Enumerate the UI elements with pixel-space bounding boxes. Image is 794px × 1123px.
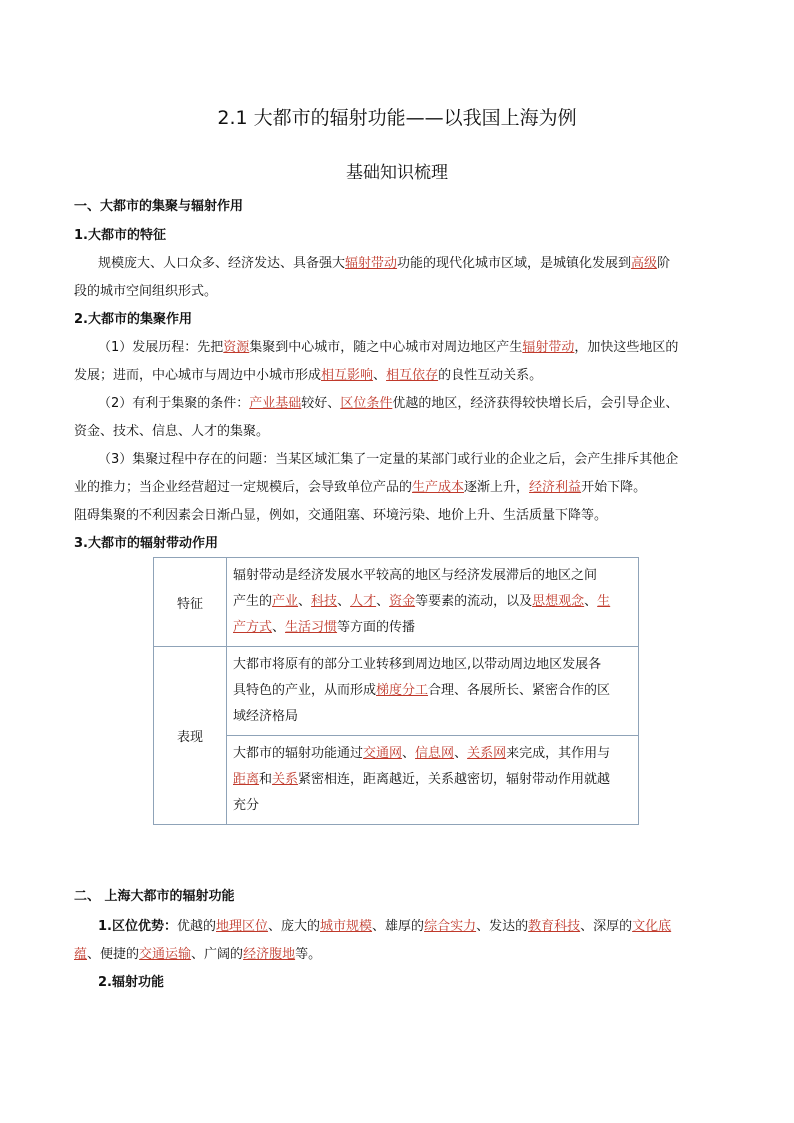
keyword: 蕴: [74, 947, 88, 962]
paragraph-line: 阻碍集聚的不利因素会日渐凸显，例如，交通阻塞、环境污染、地价上升、生活质量下降等。: [74, 508, 608, 523]
text-run: 、: [337, 594, 351, 609]
keyword: 关系网: [467, 746, 507, 761]
text-run: 较好、: [301, 396, 341, 411]
keyword: 综合实力: [424, 919, 477, 934]
text-run: 、: [584, 594, 598, 609]
text-run: 、广阔的: [191, 947, 244, 962]
text-run: 和: [259, 772, 273, 787]
text-run: 集聚到中心城市，随之中心城市对周边地区产生: [249, 340, 523, 355]
text-run: 大都市的辐射功能通过: [233, 746, 364, 761]
cell-line: [233, 741, 632, 767]
keyword: 生活习惯: [285, 620, 338, 635]
text-run: 、: [298, 594, 312, 609]
keyword: 相互依存: [386, 368, 439, 383]
text-run: 合理、各展所长、紧密合作的区: [428, 683, 611, 698]
section-1-heading: 一、大都市的集聚与辐射作用: [74, 199, 244, 214]
keyword: 产业基础: [249, 396, 302, 411]
keyword: 距离: [233, 772, 260, 787]
text-run: 业的推力；当企业经营超过一定规模后，会导致单位产品的: [74, 480, 413, 495]
keyword: 梯度分工: [376, 683, 429, 698]
keyword: 人才: [350, 594, 377, 609]
text-run: 等。: [295, 947, 322, 962]
text-run: 来完成，其作用与: [506, 746, 611, 761]
text-run: 逐渐上升，: [464, 480, 530, 495]
text-run: 、: [454, 746, 468, 761]
keyword: 交通网: [363, 746, 403, 761]
text-run: 功能的现代化城市区域，是城镇化发展到: [397, 256, 632, 271]
text-run: 、庞大的: [268, 919, 321, 934]
keyword: 辐射带动: [345, 256, 398, 271]
section-1-2-heading: 2.大都市的集聚作用: [74, 312, 192, 327]
keyword: 经济利益: [529, 480, 582, 495]
keyword: 高级: [631, 256, 658, 271]
keyword: 思想观念: [532, 594, 585, 609]
paragraph-line: [98, 394, 678, 414]
paragraph-line: [98, 254, 670, 274]
table-row: [154, 736, 639, 825]
keyword: 科技: [311, 594, 338, 609]
radiation-table: [153, 557, 639, 825]
text-run: 优越的: [176, 919, 216, 934]
cell-line: 域经济格局: [233, 709, 299, 724]
text-run: 优越的地区，经济获得较快增长后，会引导企业、: [392, 396, 679, 411]
section-2-heading: 二、 上海大都市的辐射功能: [74, 889, 235, 904]
page-subtitle: 基础知识梳理: [346, 163, 448, 183]
cell-line: [233, 767, 632, 793]
table-label-expression: 表现: [154, 647, 227, 825]
text-run: 紧密相连，距离越近，关系越密切，辐射带动作用就越: [298, 772, 611, 787]
cell-line: 辐射带动是经济发展水平较高的地区与经济发展滞后的地区之间: [233, 568, 598, 583]
text-run: 、发达的: [476, 919, 529, 934]
paragraph-line: 资金、技术、信息、人才的集聚。: [74, 424, 270, 439]
keyword: 相互影响: [321, 368, 374, 383]
keyword: 生: [597, 594, 611, 609]
table-cell: [227, 558, 639, 647]
keyword: 教育科技: [528, 919, 581, 934]
page-title: 2.1 大都市的辐射功能——以我国上海为例: [217, 107, 577, 129]
paragraph-line: （3）集聚过程中存在的问题：当某区域汇集了一定量的某部门或行业的企业之后，会产生排斥其他企: [98, 452, 679, 467]
text-run: 、雄厚的: [372, 919, 425, 934]
keyword: 产方式: [233, 620, 273, 635]
text-run: 、: [373, 368, 387, 383]
text-run: 、深厚的: [580, 919, 633, 934]
keyword: 产业: [272, 594, 299, 609]
keyword: 城市规模: [320, 919, 373, 934]
text-run: 阶: [657, 256, 671, 271]
paragraph-line: [74, 945, 321, 965]
cell-line: 充分: [233, 798, 260, 813]
keyword: 信息网: [415, 746, 455, 761]
section-1-3-heading: 3.大都市的辐射带动作用: [74, 536, 218, 551]
text-run: 、: [402, 746, 416, 761]
keyword: 地理区位: [216, 919, 269, 934]
paragraph-line: [74, 478, 646, 498]
text-run: 1.区位优势：: [98, 919, 177, 934]
text-run: （2）有利于集聚的条件：: [98, 396, 250, 411]
table-cell: [227, 647, 639, 736]
text-run: 开始下降。: [581, 480, 647, 495]
text-run: 、: [376, 594, 390, 609]
keyword: 生产成本: [412, 480, 465, 495]
cell-line: 大都市将原有的部分工业转移到周边地区,以带动周边地区发展各: [233, 657, 602, 672]
table-cell: [227, 736, 639, 825]
text-run: 等方面的传播: [337, 620, 416, 635]
text-run: （1）发展历程：先把: [98, 340, 224, 355]
keyword: 经济腹地: [243, 947, 296, 962]
text-run: ，加快这些地区的: [574, 340, 679, 355]
keyword: 关系: [272, 772, 299, 787]
cell-line: [233, 615, 632, 641]
table-label-feature: 特征: [154, 558, 227, 647]
keyword: 资金: [389, 594, 416, 609]
paragraph-line: [98, 917, 671, 937]
keyword: 辐射带动: [522, 340, 575, 355]
text-run: 、便捷的: [87, 947, 140, 962]
text-run: 发展；进而，中心城市与周边中小城市形成: [74, 368, 322, 383]
text-run: 等要素的流动，以及: [415, 594, 533, 609]
paragraph-line: [98, 338, 678, 358]
text-run: 、: [272, 620, 286, 635]
keyword: 文化底: [632, 919, 672, 934]
paragraph-line: 段的城市空间组织形式。: [74, 284, 218, 299]
keyword: 区位条件: [340, 396, 393, 411]
keyword: 资源: [223, 340, 250, 355]
keyword: 交通运输: [139, 947, 192, 962]
section-1-1-heading: 1.大都市的特征: [74, 228, 166, 243]
table-row: [154, 647, 639, 736]
text-run: 产生的: [233, 594, 273, 609]
section-2-2-heading: 2.辐射功能: [98, 975, 164, 990]
text-run: 规模庞大、人口众多、经济发达、具备强大: [98, 256, 346, 271]
text-run: 的良性互动关系。: [438, 368, 543, 383]
text-run: 具特色的产业，从而形成: [233, 683, 377, 698]
cell-line: [233, 678, 632, 704]
cell-line: [233, 589, 632, 615]
table-row: [154, 558, 639, 647]
paragraph-line: [74, 366, 542, 386]
